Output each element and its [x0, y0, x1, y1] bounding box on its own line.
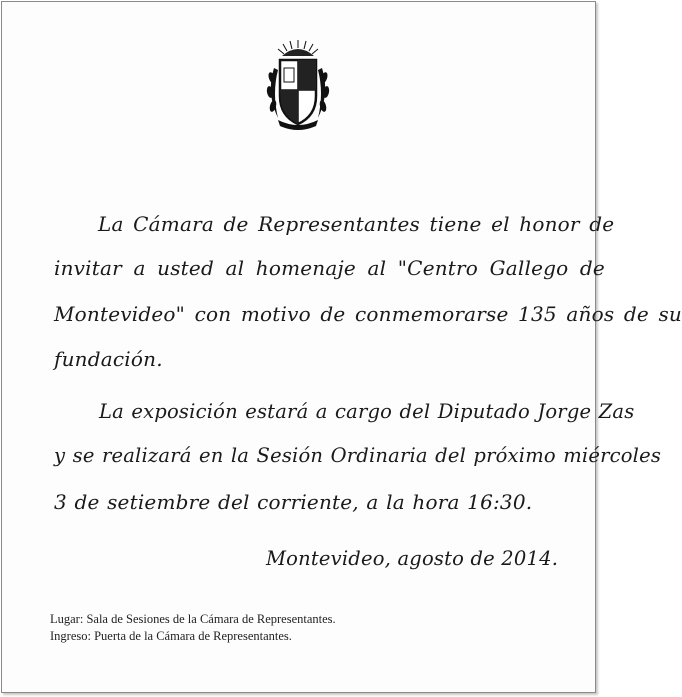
invitation-line-1: La Cámara de Representantes tiene el honor de — [98, 212, 615, 236]
invitation-line-3: Montevideo" con motivo de conmemorarse 135 años de su — [54, 302, 682, 326]
invitation-line-2: invitar a usted al homenaje al "Centro Gallego de — [54, 256, 605, 280]
invitation-card — [1, 1, 682, 693]
invitation-line-4: fundación. — [54, 347, 163, 371]
location-note: Lugar: Sala de Sesiones de la Cámara de Representantes. — [50, 612, 336, 626]
coat-of-arms-icon — [264, 38, 332, 134]
entrance-note: Ingreso: Puerta de la Cámara de Representantes. — [50, 629, 292, 643]
invitation-line-6: y se realizará en la Sesión Ordinaria del próximo miércoles — [54, 444, 662, 467]
place-date-line: Montevideo, agosto de 2014. — [266, 547, 559, 570]
invitation-line-5: La exposición estará a cargo del Diputado Jorge Zas — [99, 400, 635, 423]
invitation-line-7: 3 de setiembre del corriente, a la hora 16:30. — [54, 490, 533, 514]
